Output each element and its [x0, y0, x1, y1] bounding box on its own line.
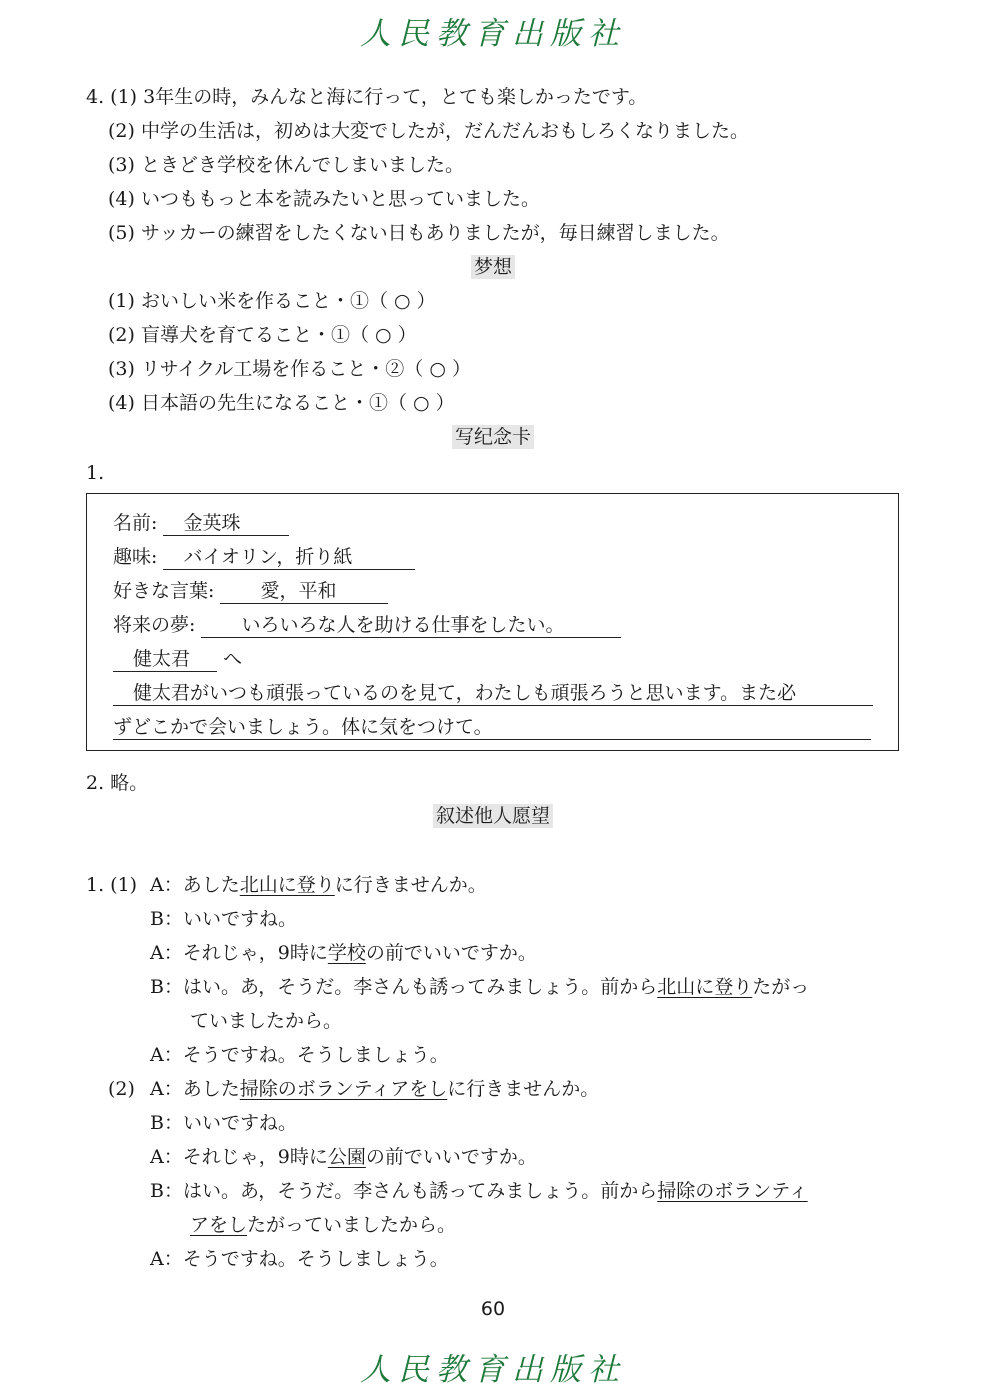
- name-value: 金英珠: [163, 511, 289, 536]
- page-number: 60: [480, 1298, 506, 1320]
- dream-item-1: (1) おいしい米を作ること・①（ ○ ）: [108, 290, 436, 312]
- dialogue2-line-4-cont: アをしたがっていましたから。: [190, 1214, 457, 1236]
- publisher-logo-top: 人民教育出版社: [360, 16, 626, 52]
- hobby-row: [113, 544, 415, 570]
- wish-heading: 叙述他人愿望: [0, 803, 986, 829]
- name-row: [113, 510, 289, 536]
- message-line-1: [113, 680, 873, 706]
- dialogue1-line-4: B：はい。あ，そうだ。李さんも誘ってみましょう。前から北山に登りたがっ: [150, 976, 810, 998]
- dialogue1-line-2: B：いいですね。: [150, 908, 297, 930]
- section4-item-2: (2) 中学の生活は，初めは大変でしたが，だんだんおもしろくなりました。: [108, 120, 749, 142]
- section4-item-3: (3) ときどき学校を休んでしまいました。: [108, 154, 464, 176]
- message-text-1: 健太君がいつも頑張っているのを見て，わたしも頑張ろうと思います。また必: [113, 681, 873, 706]
- dialogue1-line-5: A：そうですね。そうしましょう。: [150, 1044, 449, 1066]
- future-dream-value: いろいろな人を助ける仕事をしたい。: [201, 613, 621, 638]
- section4-item-4: (4) いつももっと本を読みたいと思っていました。: [108, 188, 540, 210]
- dialogue2-line-5: A：そうですね。そうしましょう。: [150, 1248, 449, 1270]
- publisher-logo-bottom: 人民教育出版社: [360, 1352, 626, 1388]
- addressee-name: 健太君: [113, 647, 217, 672]
- dialogue2-line-3: A：それじゃ，9時に公園の前でいいですか。: [150, 1146, 537, 1168]
- card-number-1: 1.: [86, 462, 105, 484]
- dialogue2-line-1: A：あした掃除のボランティアをしに行きませんか。: [150, 1078, 600, 1100]
- dialogue1-prefix: 1. (1): [86, 874, 138, 896]
- future-dream-row: [113, 612, 621, 638]
- addressee-suffix: へ: [223, 648, 243, 670]
- section4-item-5: (5) サッカーの練習をしたくない日もありましたが，毎日練習しました。: [108, 222, 730, 244]
- memorial-card: [86, 493, 899, 751]
- dream-heading: 梦想: [0, 254, 986, 280]
- dialogue2-line-4: B：はい。あ，そうだ。李さんも誘ってみましょう。前から掃除のボランティ: [150, 1180, 808, 1202]
- dream-item-4: (4) 日本語の先生になること・①（ ○ ）: [108, 392, 455, 414]
- hobby-value: バイオリン，折り紙: [163, 545, 415, 570]
- card-heading: 写纪念卡: [0, 424, 986, 450]
- dialogue2-line-2: B：いいですね。: [150, 1112, 297, 1134]
- message-text-2: ずどこかで会いましょう。体に気をつけて。: [113, 715, 871, 740]
- addressee-row: [113, 646, 242, 672]
- dream-item-2: (2) 盲導犬を育てること・①（ ○ ）: [108, 324, 417, 346]
- dialogue2-prefix: (2): [108, 1078, 135, 1100]
- name-label: 名前:: [113, 512, 158, 534]
- message-line-2: [113, 714, 871, 740]
- dream-item-3: (3) リサイクル工場を作ること・②（ ○ ）: [108, 358, 471, 380]
- hobby-label: 趣味:: [113, 546, 158, 568]
- dialogue1-line-3: A：それじゃ，9時に学校の前でいいですか。: [150, 942, 537, 964]
- words-value: 愛，平和: [220, 579, 388, 604]
- words-label: 好きな言葉:: [113, 580, 215, 602]
- words-row: [113, 578, 388, 604]
- future-dream-label: 将来の夢:: [113, 614, 196, 636]
- dialogue1-line-4-cont: ていましたから。: [190, 1010, 343, 1032]
- card-number-2: 2. 略。: [86, 772, 149, 794]
- section4-item-1: 4. (1) 3年生の時，みんなと海に行って，とても楽しかったです。: [86, 86, 648, 108]
- dialogue1-line-1: A：あした北山に登りに行きませんか。: [150, 874, 487, 896]
